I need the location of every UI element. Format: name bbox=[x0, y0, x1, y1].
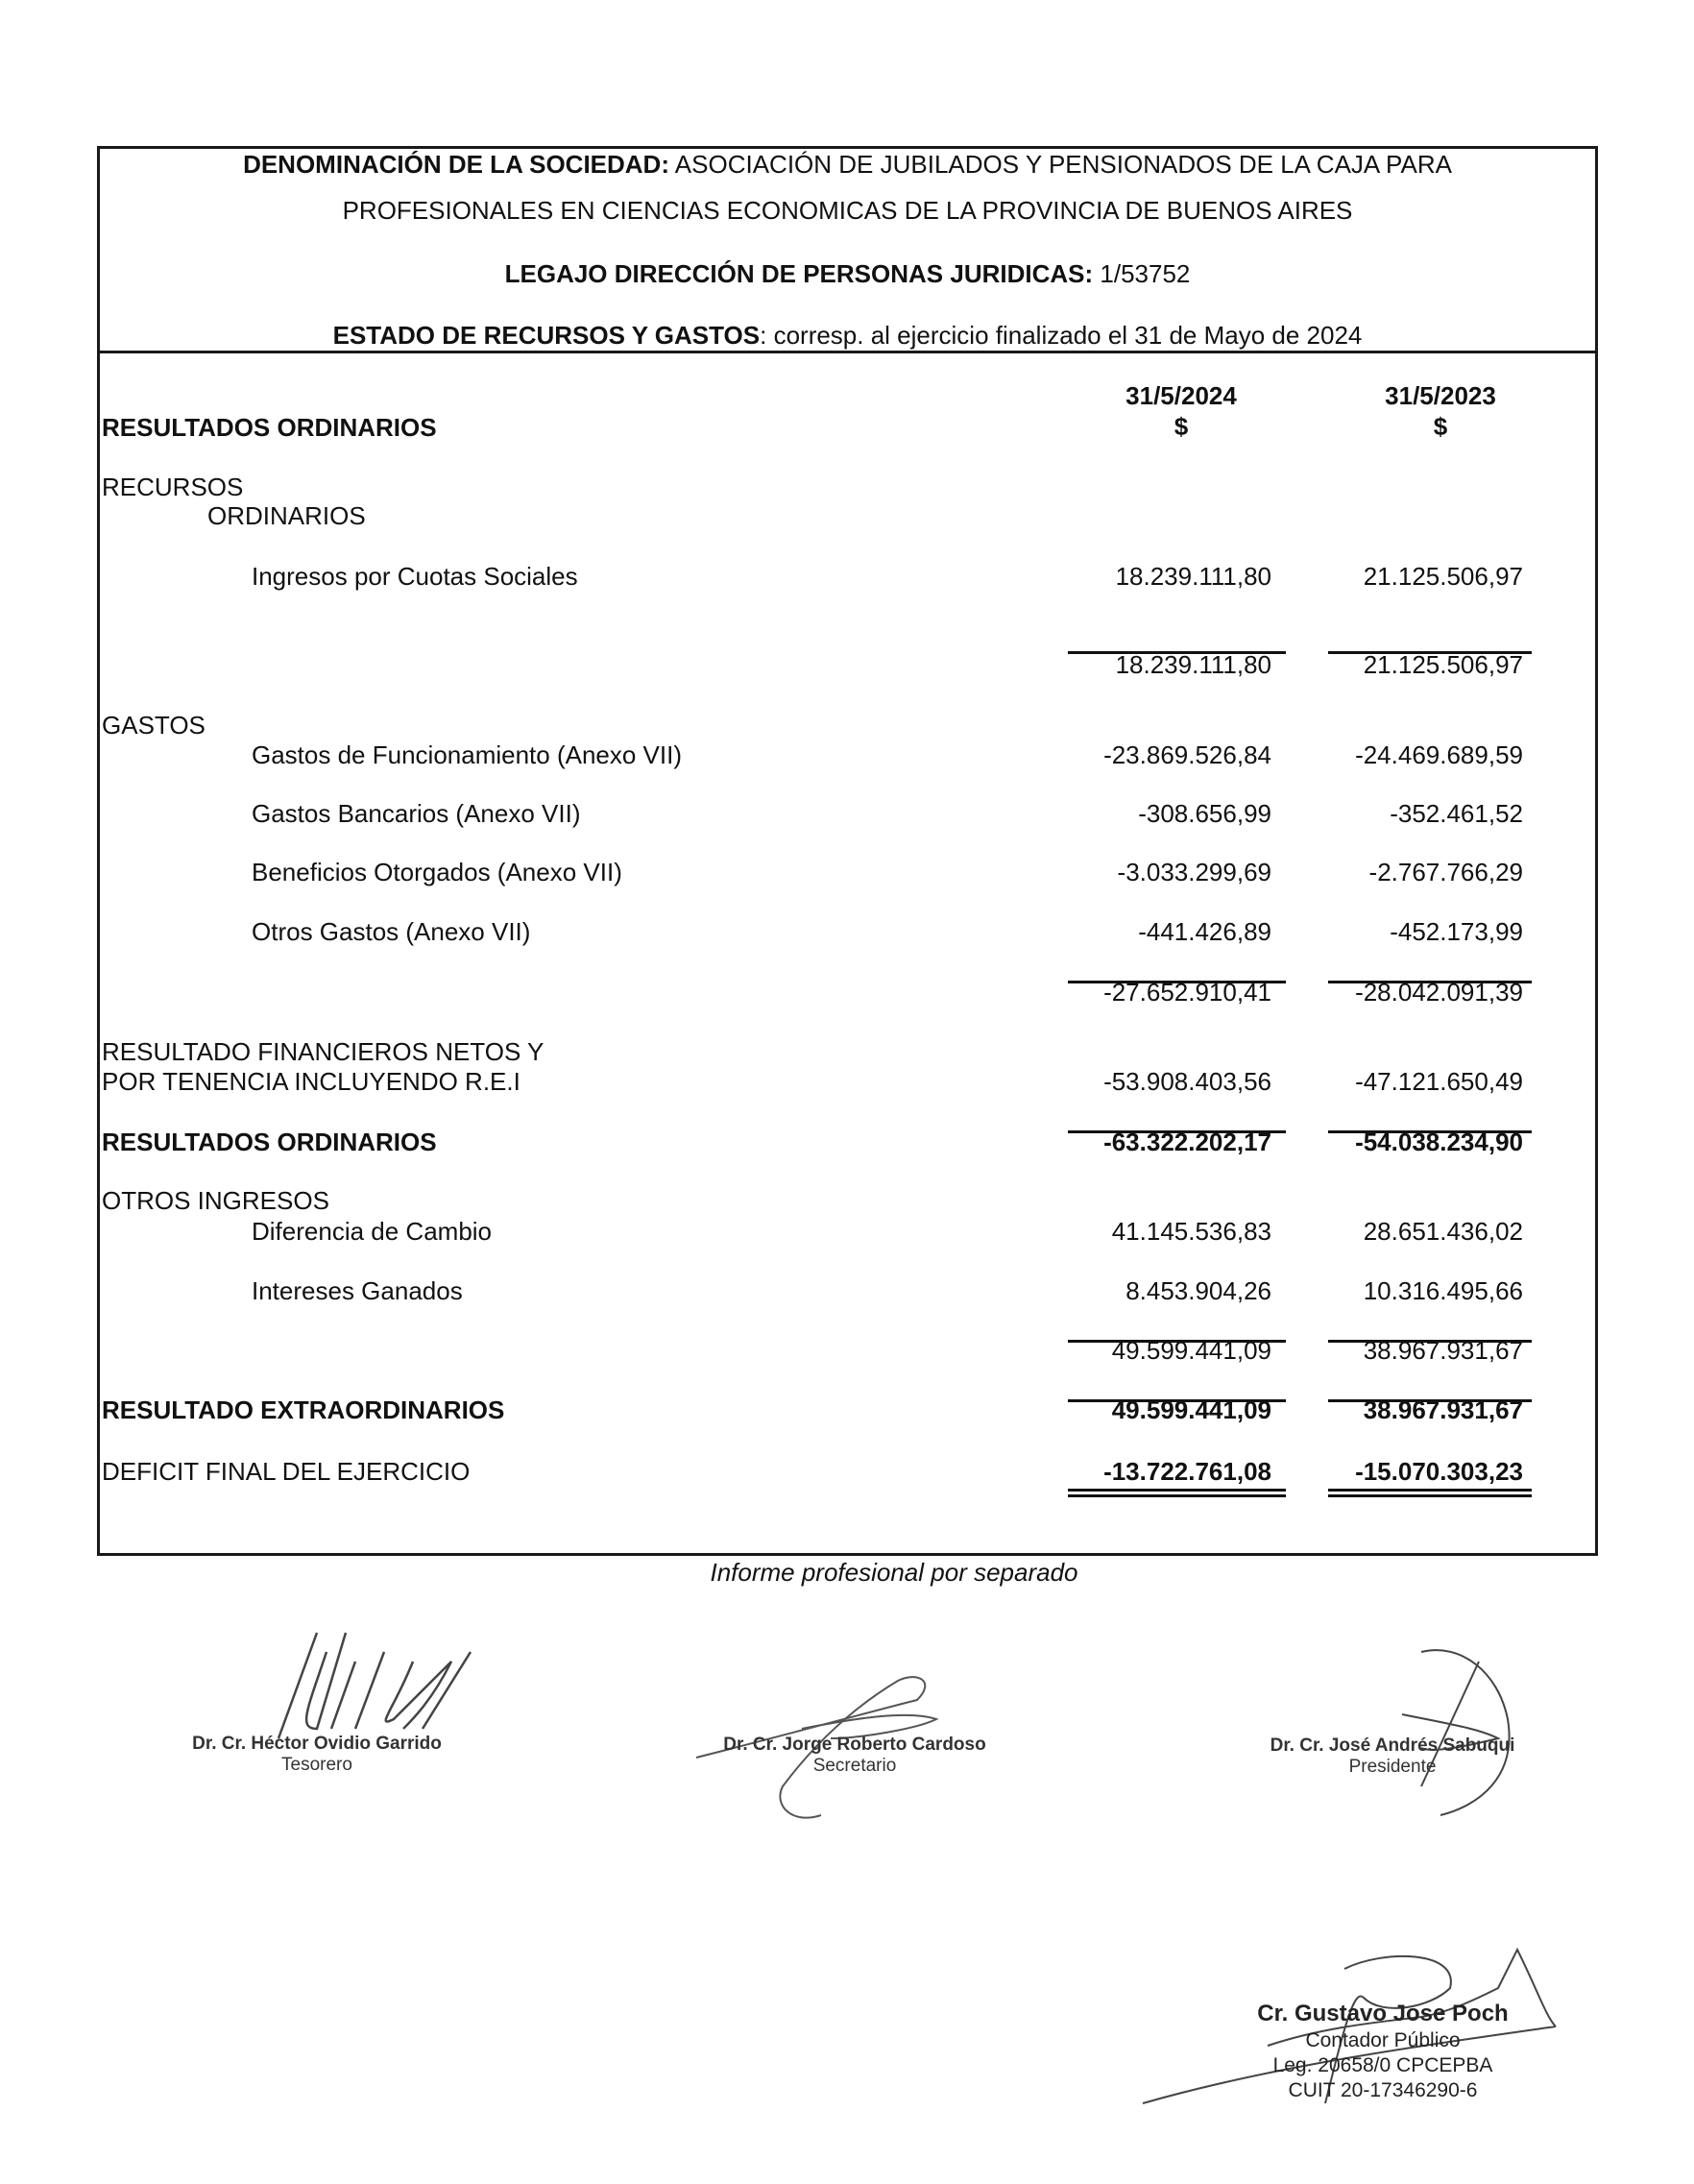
accountant-signature bbox=[1200, 2000, 1565, 2103]
signer-name: Dr. Cr. Jorge Roberto Cardoso bbox=[723, 1735, 986, 1755]
signature-secretario bbox=[691, 1735, 1018, 1777]
accountant-title: Contador Público bbox=[1305, 2029, 1461, 2051]
informe-note: Informe profesional por separado bbox=[710, 1558, 1078, 1587]
gastos-subtotal-2023: -28.042.091,39 bbox=[1355, 978, 1523, 1007]
accountant-legajo: Leg. 20658/0 CPCEPBA bbox=[1272, 2054, 1493, 2076]
otro-ingreso-label: Diferencia de Cambio bbox=[252, 1217, 493, 1246]
header-divider bbox=[97, 351, 1598, 353]
recursos-label: RECURSOS bbox=[102, 473, 244, 501]
otros-subtotal-2024: 49.599.441,09 bbox=[1111, 1336, 1271, 1365]
accountant-cuit: CUIT 20-17346290-6 bbox=[1288, 2079, 1478, 2101]
extraordinarios-2024: 49.599.441,09 bbox=[1111, 1395, 1271, 1424]
double-underline bbox=[1068, 1489, 1286, 1492]
column-date-2024: 31/5/2024 bbox=[1125, 381, 1237, 410]
gastos-subtotal-2024: -27.652.910,41 bbox=[1103, 978, 1271, 1007]
financieros-2024: -53.908.403,56 bbox=[1103, 1067, 1271, 1096]
ingresos-2023: 21.125.506,97 bbox=[1363, 562, 1523, 591]
column-currency-2023: $ bbox=[1433, 412, 1448, 441]
extraordinarios-label: RESULTADO EXTRAORDINARIOS bbox=[102, 1395, 505, 1424]
deficit-2024: -13.722.761,08 bbox=[1103, 1457, 1271, 1486]
column-currency-2024: $ bbox=[1174, 412, 1189, 441]
otro-ingreso-2023: 10.316.495,66 bbox=[1363, 1276, 1523, 1305]
gasto-label: Gastos Bancarios (Anexo VII) bbox=[252, 799, 581, 828]
financieros-2023: -47.121.650,49 bbox=[1355, 1067, 1523, 1096]
gasto-2023: -352.461,52 bbox=[1390, 799, 1523, 828]
otro-ingreso-2024: 8.453.904,26 bbox=[1125, 1276, 1271, 1305]
gastos-label: GASTOS bbox=[102, 711, 206, 740]
otros-ingresos-label: OTROS INGRESOS bbox=[102, 1186, 329, 1215]
estado-label: ESTADO DE RECURSOS Y GASTOS bbox=[332, 321, 761, 350]
double-underline bbox=[1068, 1494, 1286, 1497]
resultados-ordinarios-2023: -54.038.234,90 bbox=[1355, 1128, 1523, 1156]
estado-value: : corresp. al ejercicio finalizado el 31 de Mayo de 2024 bbox=[760, 321, 1363, 350]
signature-scribble-icon bbox=[1364, 1633, 1556, 1825]
gasto-2023: -452.173,99 bbox=[1390, 917, 1523, 946]
denominacion-line bbox=[97, 150, 1598, 179]
gasto-2023: -24.469.689,59 bbox=[1355, 740, 1523, 769]
section-title: RESULTADOS ORDINARIOS bbox=[102, 413, 437, 442]
gasto-label: Gastos de Funcionamiento (Anexo VII) bbox=[252, 740, 683, 769]
gasto-2024: -441.426,89 bbox=[1138, 917, 1271, 946]
financieros-label-1: RESULTADO FINANCIEROS NETOS Y bbox=[102, 1037, 544, 1066]
deficit-label: DEFICIT FINAL DEL EJERCICIO bbox=[102, 1457, 471, 1486]
denominacion-line-2: PROFESIONALES EN CIENCIAS ECONOMICAS DE LA PROVINCIA DE BUENOS AIRES bbox=[342, 196, 1353, 225]
legajo-line bbox=[97, 259, 1598, 288]
otro-ingreso-label: Intereses Ganados bbox=[252, 1276, 463, 1305]
resultados-ordinarios-label: RESULTADOS ORDINARIOS bbox=[102, 1128, 437, 1156]
signer-name: Dr. Cr. José Andrés Sabuqui bbox=[1270, 1735, 1515, 1756]
otros-subtotal-2023: 38.967.931,67 bbox=[1363, 1336, 1523, 1365]
double-underline bbox=[1328, 1494, 1532, 1497]
denominacion-label: DENOMINACIÓN DE LA SOCIEDAD: bbox=[243, 150, 669, 179]
deficit-2023: -15.070.303,23 bbox=[1355, 1457, 1523, 1486]
gasto-2024: -308.656,99 bbox=[1138, 799, 1271, 828]
financieros-label-2: POR TENENCIA INCLUYENDO R.E.I bbox=[102, 1067, 520, 1096]
estado-line bbox=[97, 321, 1598, 350]
signature-presidente bbox=[1229, 1735, 1556, 1778]
otro-ingreso-2023: 28.651.436,02 bbox=[1363, 1217, 1523, 1246]
recursos-subtotal-2024: 18.239.111,80 bbox=[1115, 650, 1271, 679]
legajo-value: 1/53752 bbox=[1100, 259, 1191, 288]
extraordinarios-2023: 38.967.931,67 bbox=[1363, 1395, 1523, 1424]
gasto-2024: -23.869.526,84 bbox=[1103, 740, 1271, 769]
gasto-2023: -2.767.766,29 bbox=[1368, 858, 1523, 886]
signer-role: Presidente bbox=[1348, 1757, 1437, 1777]
double-underline bbox=[1328, 1489, 1532, 1492]
signature-tesorero bbox=[154, 1734, 480, 1776]
gasto-2024: -3.033.299,69 bbox=[1117, 858, 1271, 886]
ingresos-2024: 18.239.111,80 bbox=[1115, 562, 1271, 591]
accountant-name: Cr. Gustavo Jose Poch bbox=[1257, 2001, 1509, 2026]
signer-role: Tesorero bbox=[281, 1755, 352, 1775]
otro-ingreso-2024: 41.145.536,83 bbox=[1111, 1217, 1271, 1246]
legajo-label: LEGAJO DIRECCIÓN DE PERSONAS JURIDICAS: bbox=[504, 259, 1094, 288]
gasto-label: Beneficios Otorgados (Anexo VII) bbox=[252, 858, 622, 886]
denominacion-value: ASOCIACIÓN DE JUBILADOS Y PENSIONADOS DE LA CAJA PARA bbox=[674, 150, 1452, 179]
column-date-2023: 31/5/2023 bbox=[1385, 381, 1496, 410]
ordinarios-label: ORDINARIOS bbox=[207, 501, 366, 530]
signer-role: Secretario bbox=[812, 1756, 897, 1776]
ingresos-label: Ingresos por Cuotas Sociales bbox=[252, 562, 578, 591]
gasto-label: Otros Gastos (Anexo VII) bbox=[252, 917, 531, 946]
resultados-ordinarios-2024: -63.322.202,17 bbox=[1103, 1128, 1271, 1156]
recursos-subtotal-2023: 21.125.506,97 bbox=[1363, 650, 1523, 679]
signer-name: Dr. Cr. Héctor Ovidio Garrido bbox=[192, 1734, 442, 1754]
